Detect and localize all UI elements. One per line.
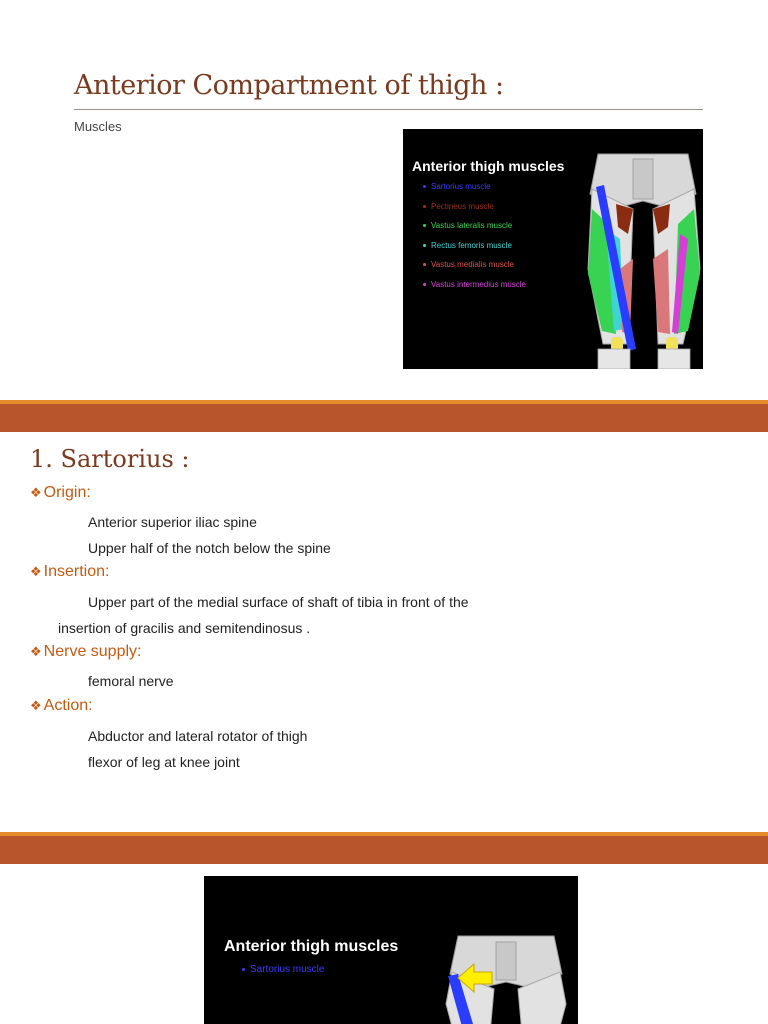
slide-3 — [0, 864, 768, 1024]
slide-title: Anterior Compartment of thigh : — [74, 70, 504, 101]
diamond-bullet-icon: ❖ — [30, 564, 42, 579]
thigh-anatomy-illustration — [436, 934, 576, 1024]
body-line: Anterior superior iliac spine — [88, 514, 257, 530]
bullet-icon — [242, 968, 245, 971]
legend-item: Vastus intermedius muscle — [423, 279, 526, 299]
body-line: Upper part of the medial surface of shaft of tibia in front of the — [88, 594, 469, 610]
slide-separator — [0, 832, 768, 864]
section-heading-insertion: ❖ Insertion: — [30, 563, 110, 580]
bullet-icon — [423, 205, 426, 208]
body-line: Abductor and lateral rotator of thigh — [88, 728, 308, 744]
sartorius-muscle-image — [204, 876, 578, 1024]
bullet-icon — [423, 185, 426, 188]
title-divider — [74, 109, 703, 110]
legend-item: Vastus lateralis muscle — [423, 220, 526, 240]
bullet-icon — [423, 224, 426, 227]
body-line: Upper half of the notch below the spine — [88, 540, 331, 556]
slide-1 — [0, 0, 768, 400]
diamond-bullet-icon: ❖ — [30, 644, 42, 659]
diamond-bullet-icon: ❖ — [30, 485, 42, 500]
section-heading-nerve-supply: ❖ Nerve supply: — [30, 643, 142, 660]
body-line: femoral nerve — [88, 673, 174, 689]
muscle-legend — [242, 964, 324, 984]
legend-item: Sartorius muscle — [242, 964, 324, 984]
section-heading-action: ❖ Action: — [30, 697, 93, 714]
muscle-legend — [423, 181, 526, 298]
slide-separator — [0, 400, 768, 432]
bullet-icon — [423, 244, 426, 247]
image-heading: Anterior thigh muscles — [224, 938, 399, 955]
slide-subtitle: Muscles — [74, 119, 122, 134]
slide-title: 1. Sartorius : — [30, 445, 190, 473]
section-heading-origin: ❖ Origin: — [30, 484, 91, 501]
slide-2 — [0, 432, 768, 832]
legend-item: Pectineus muscle — [423, 201, 526, 221]
thigh-anatomy-illustration — [578, 149, 703, 369]
image-heading: Anterior thigh muscles — [412, 158, 565, 174]
diamond-bullet-icon: ❖ — [30, 698, 42, 713]
body-line: flexor of leg at knee joint — [88, 754, 240, 770]
bullet-icon — [423, 263, 426, 266]
legend-item: Vastus medialis muscle — [423, 259, 526, 279]
legend-item: Sartorius muscle — [423, 181, 526, 201]
body-line: insertion of gracilis and semitendinosus . — [58, 620, 311, 636]
anterior-thigh-muscles-image — [403, 129, 703, 369]
bullet-icon — [423, 283, 426, 286]
legend-item: Rectus femoris muscle — [423, 240, 526, 260]
